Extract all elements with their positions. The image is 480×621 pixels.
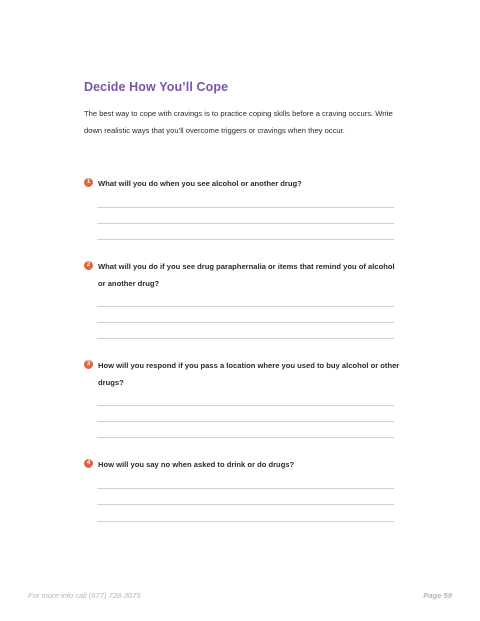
answer-line[interactable] — [97, 322, 394, 323]
answer-line[interactable] — [97, 421, 394, 422]
question-number-badge: 3 — [84, 360, 93, 369]
page-title: Decide How You’ll Cope — [84, 80, 229, 94]
question-text: What will you do if you see drug paraphernalia or items that remind you of alcohol or another drug? — [98, 262, 395, 288]
answer-line[interactable] — [97, 405, 394, 406]
question-number-badge: 4 — [84, 459, 93, 468]
answer-line[interactable] — [97, 223, 394, 224]
question-3 — [84, 357, 404, 391]
answer-line[interactable] — [97, 207, 394, 208]
question-text: How will you respond if you pass a location where you used to buy alcohol or other drugs? — [98, 361, 400, 387]
answer-line[interactable] — [97, 488, 394, 489]
answer-line[interactable] — [97, 504, 394, 505]
question-1 — [84, 175, 404, 192]
question-number-badge: 1 — [84, 178, 93, 187]
answer-line[interactable] — [97, 306, 394, 307]
answer-line[interactable] — [97, 437, 394, 438]
question-2 — [84, 258, 404, 292]
answer-line[interactable] — [97, 338, 394, 339]
question-number-badge: 2 — [84, 261, 93, 270]
question-4 — [84, 456, 404, 473]
footer-contact-info: For more info call (877) 728-3075 — [28, 591, 141, 600]
question-text: What will you do when you see alcohol or another drug? — [98, 179, 302, 188]
question-text: How will you say no when asked to drink or do drugs? — [98, 460, 295, 469]
intro-paragraph: The best way to cope with cravings is to practice coping skills before a craving occurs. Write down realistic ways that you’ll overcome triggers or cravings when they occur. — [84, 109, 393, 135]
page-number: Page 59 — [423, 591, 452, 600]
answer-line[interactable] — [97, 239, 394, 240]
answer-line[interactable] — [97, 521, 394, 522]
